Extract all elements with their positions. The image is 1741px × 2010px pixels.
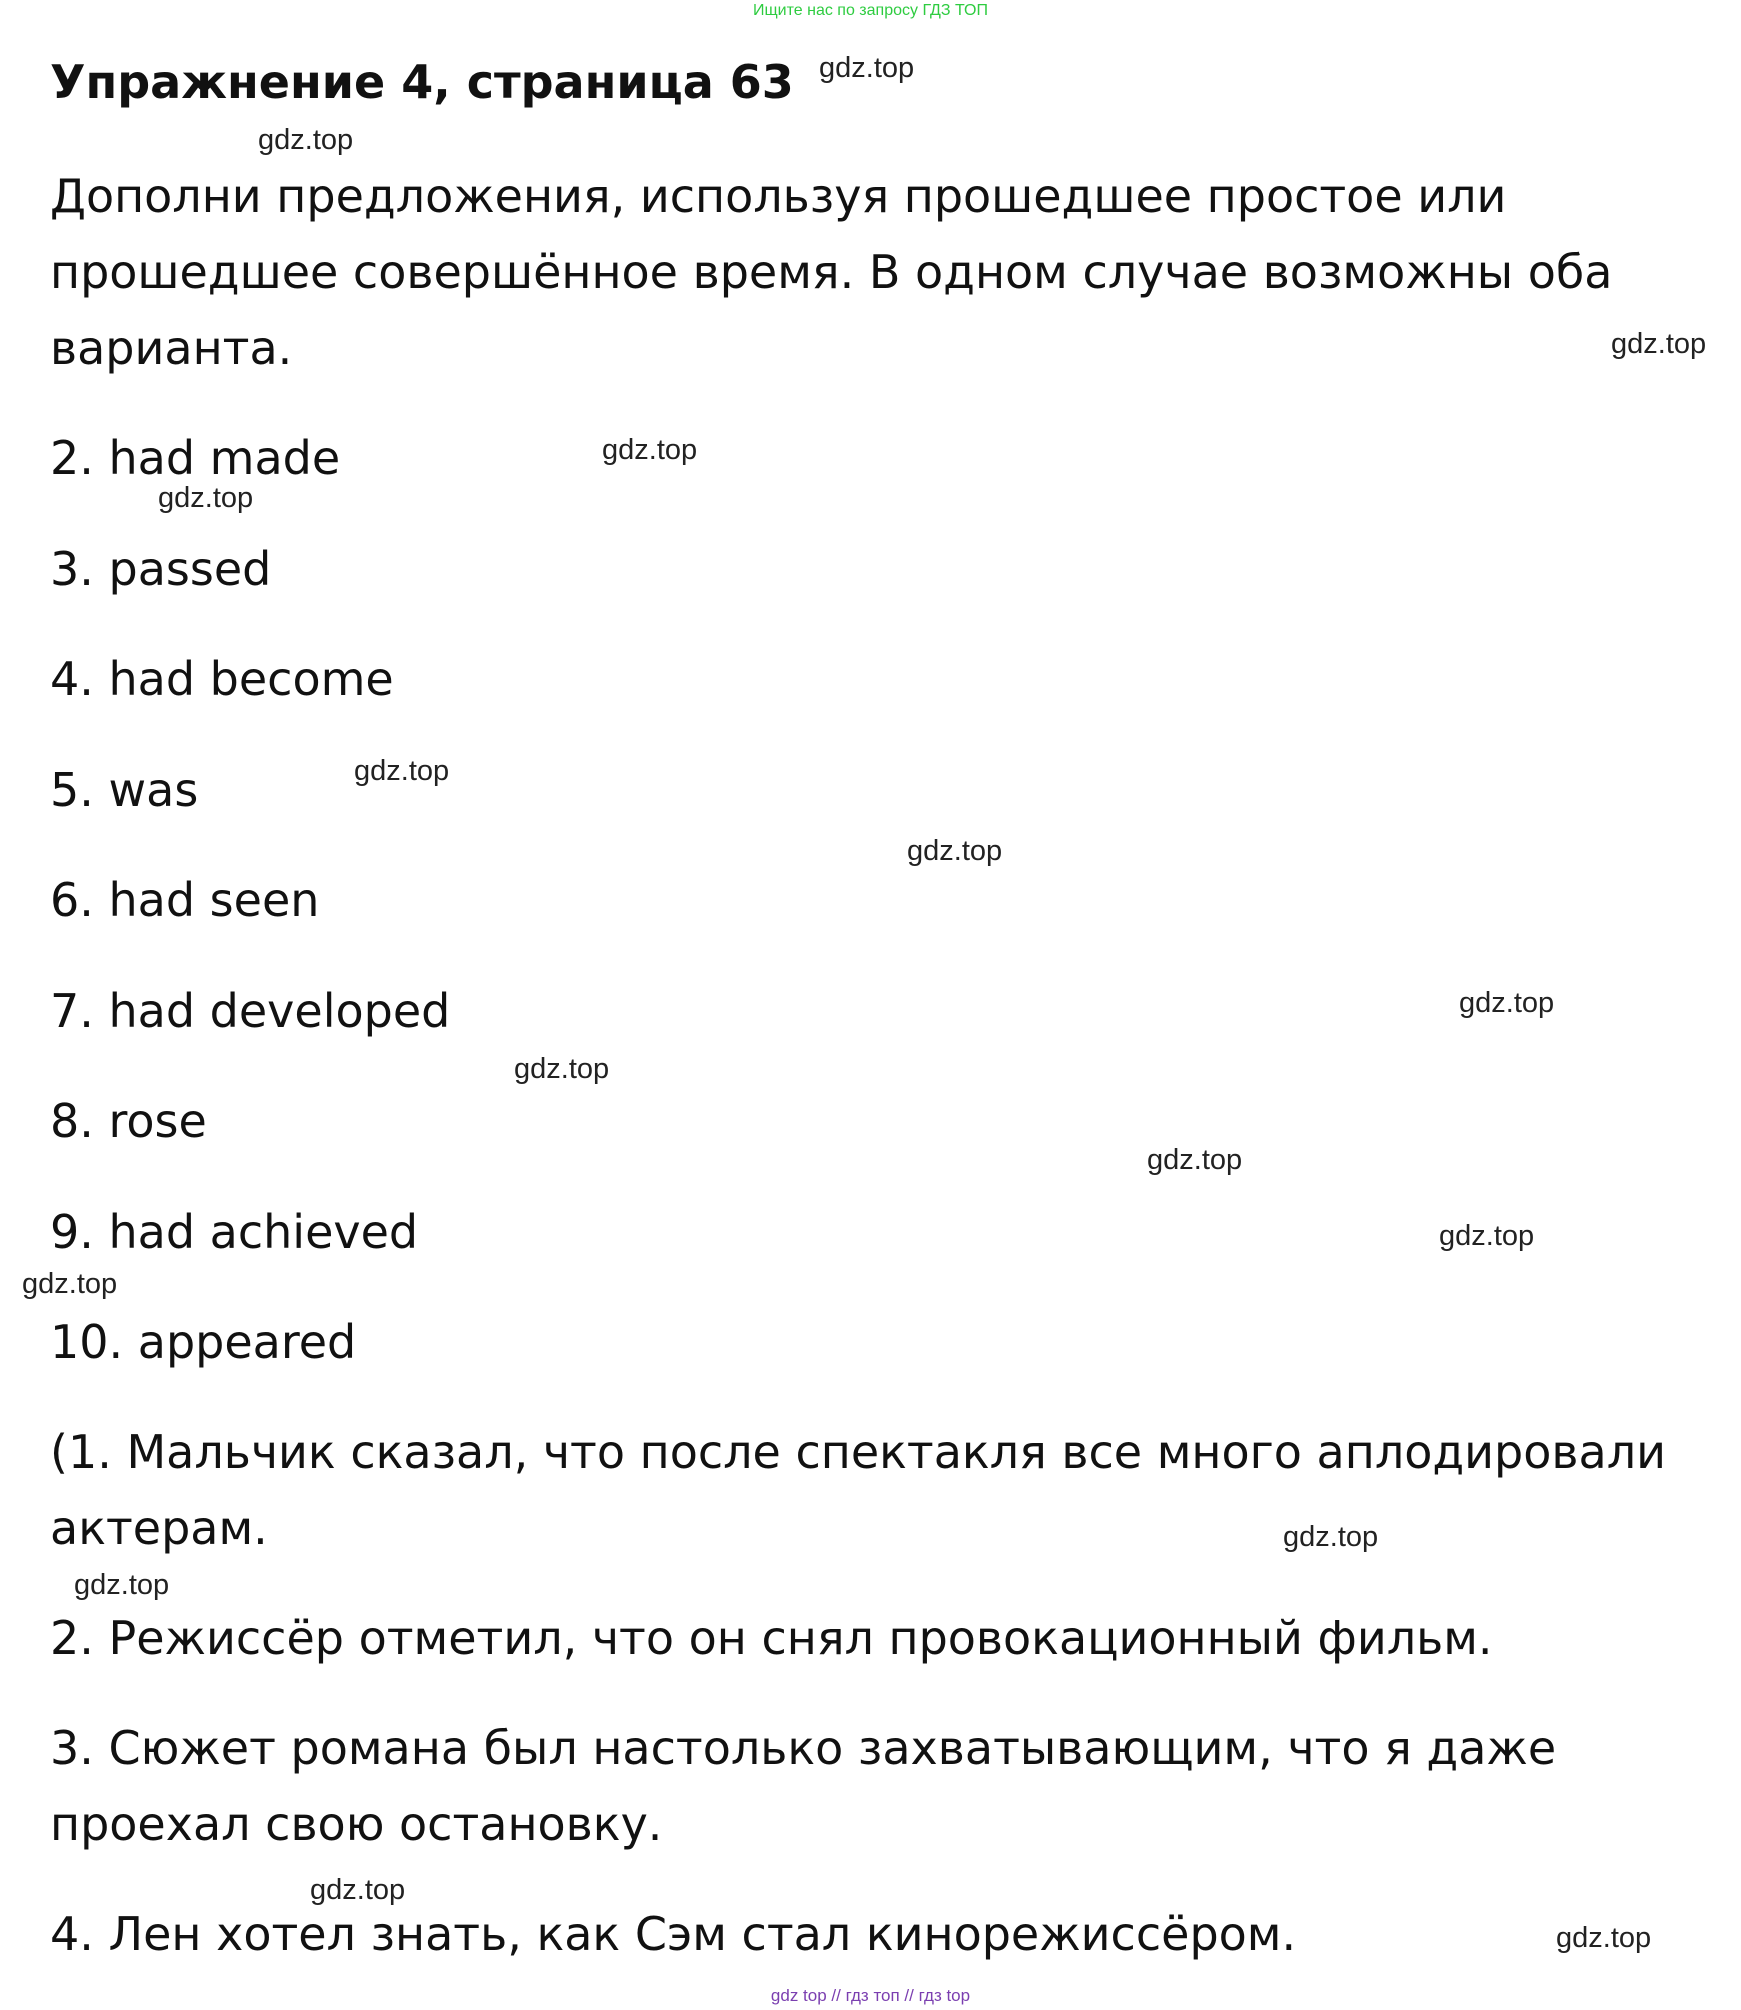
watermark: gdz.top [907, 835, 1003, 867]
top-banner-link[interactable]: Ищите нас по запросу ГДЗ ТОП [753, 2, 988, 19]
answer-item: 7. had developed [50, 983, 451, 1038]
watermark: gdz.top [310, 1874, 406, 1906]
page-title: Упражнение 4, страница 63 [50, 55, 794, 109]
answer-list [50, 420, 450, 1415]
translation-item: 2. Режиссёр отметил, что он снял провокационный фильм. [50, 1611, 1493, 1665]
answer-item: 2. had made [50, 431, 341, 485]
watermark: gdz.top [354, 755, 450, 787]
watermark: gdz.top [1459, 987, 1555, 1019]
answer-item: 5. was [50, 762, 199, 817]
exercise-instruction: Дополни предложения, используя прошедшее простое или прошедшее совершённое время. В одном случае возможны оба варианта. [50, 169, 1613, 375]
watermark: gdz.top [1556, 1922, 1652, 1954]
watermark: gdz.top [602, 434, 698, 466]
answer-item: 6. had seen [50, 873, 320, 927]
watermark: gdz.top [258, 124, 354, 156]
watermark: gdz.top [819, 52, 915, 84]
watermark: gdz.top [74, 1569, 170, 1601]
answer-item: 10. appeared [50, 1315, 357, 1369]
watermark: gdz.top [1611, 328, 1707, 360]
watermark: gdz.top [158, 482, 254, 514]
watermark: gdz.top [1147, 1144, 1243, 1176]
bottom-banner-link[interactable]: gdz top // гдз топ // гдз top [770, 1986, 971, 2005]
watermark: gdz.top [22, 1268, 118, 1300]
answer-item: 3. passed [50, 541, 272, 596]
translation-item: (1. Мальчик сказал, что после спектакля все много аплодировали актерам. [50, 1425, 1666, 1555]
translation-item: 3. Сюжет романа был настолько захватывающим, что я даже проехал свою остановку. [50, 1721, 1557, 1851]
translation-list [50, 1414, 1690, 2006]
translation-item: 4. Лен хотел знать, как Сэм стал кинорежиссёром. [50, 1907, 1297, 1961]
answer-item: 9. had achieved [50, 1204, 419, 1259]
answer-item: 4. had become [50, 652, 394, 706]
watermark: gdz.top [1439, 1220, 1535, 1252]
watermark: gdz.top [514, 1053, 610, 1085]
watermark: gdz.top [1283, 1521, 1379, 1553]
answer-item: 8. rose [50, 1094, 207, 1148]
